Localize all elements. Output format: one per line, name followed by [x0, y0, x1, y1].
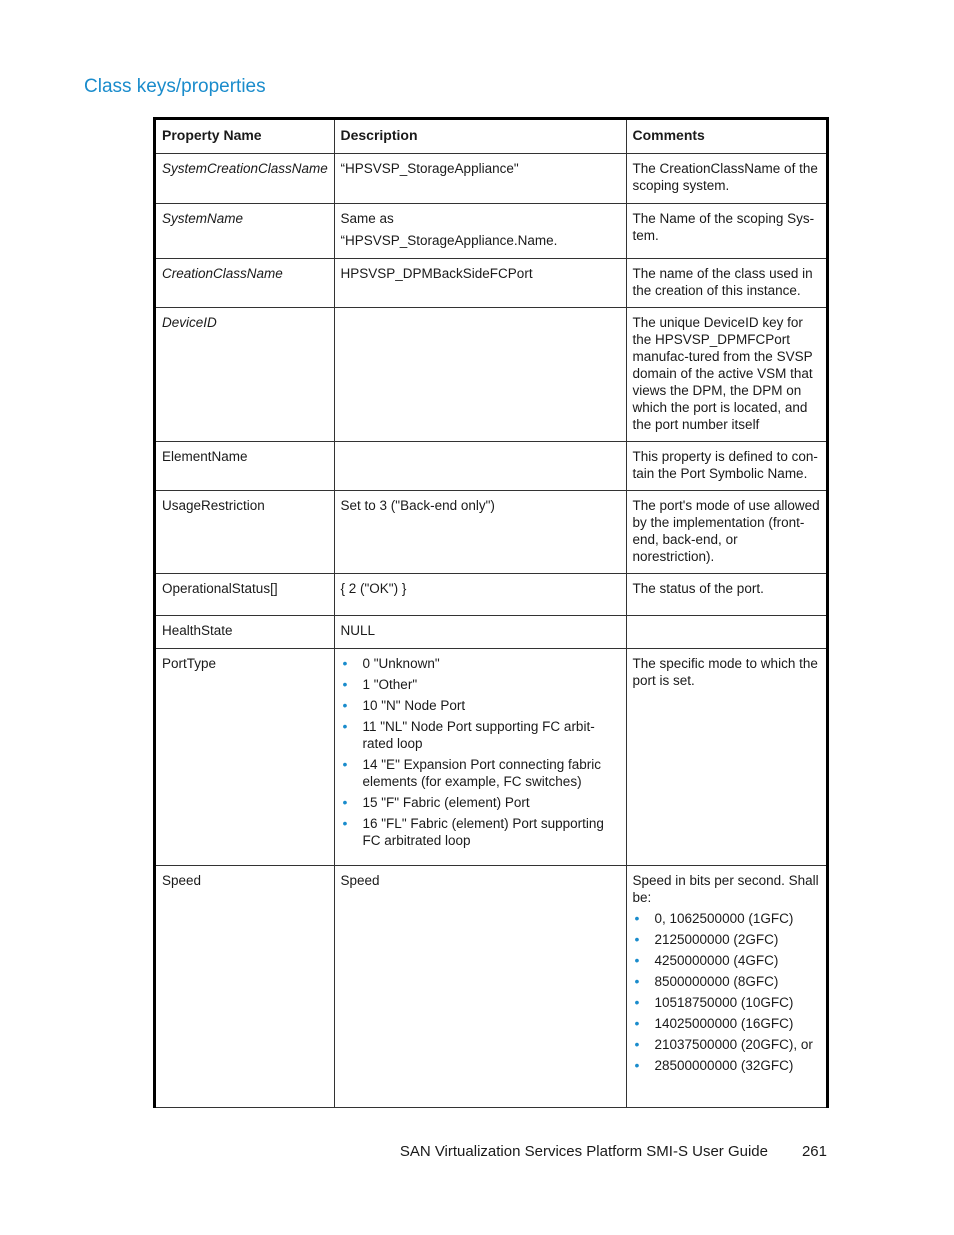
guide-title: SAN Virtualization Services Platform SMI-S User Guide: [399, 1143, 768, 1160]
property-description: “HPSVSP_StorageAppliance": [334, 154, 626, 204]
property-comment: The name of the class used in the creation of this instance.: [626, 259, 826, 308]
header-property-name: Property Name: [156, 120, 334, 154]
property-comment: The Name of the scoping Sys-tem.: [626, 204, 826, 259]
header-description: Description: [334, 120, 626, 154]
property-comment: [626, 616, 826, 649]
property-name: Speed: [156, 866, 334, 1108]
property-comment: The unique DeviceID key for the HPSVSP_DPMFCPort manufac-tured from the SVSP domain of the active VSM that views the DPM, the DPM on which the port is located, and the port number itself: [626, 308, 826, 442]
list-item: • 11 "NL" Node Port supporting FC arbit-rated loop: [341, 718, 620, 752]
property-comment: The status of the port.: [626, 574, 826, 616]
property-description: [334, 204, 626, 259]
comment-intro: Speed in bits per second. Shall be:: [632, 873, 819, 905]
table-row: [156, 491, 826, 574]
table-row: [156, 154, 826, 204]
section-heading: Class keys/properties: [84, 76, 266, 97]
description-line: Same as: [340, 211, 394, 226]
table-row: [156, 442, 826, 491]
list-item: • 0, 1062500000 (1GFC): [633, 910, 821, 927]
list-item: • 4250000000 (4GFC): [633, 952, 821, 969]
list-item: • 15 "F" Fabric (element) Port: [341, 794, 620, 811]
table-row: [156, 308, 826, 442]
property-description: HPSVSP_DPMBackSideFCPort: [334, 259, 626, 308]
list-item: • 0 "Unknown": [341, 655, 620, 672]
class-properties-table-frame: [153, 117, 829, 1108]
property-description: [334, 308, 626, 442]
property-name: PortType: [156, 649, 334, 866]
property-name: ElementName: [156, 442, 334, 491]
class-properties-table: [156, 120, 826, 1108]
page-number: 261: [801, 1143, 827, 1160]
list-item: • 10 "N" Node Port: [341, 697, 620, 714]
table-row: [156, 204, 826, 259]
page-footer: [0, 1143, 954, 1165]
port-type-list: [341, 655, 620, 849]
property-comment: The specific mode to which the port is set.: [626, 649, 826, 866]
property-description: [334, 442, 626, 491]
list-item: • 14 "E" Expansion Port connecting fabric elements (for example, FC switches): [341, 756, 620, 790]
speed-list: [633, 910, 821, 1074]
property-comment: The port's mode of use allowed by the implementation (front-end, back-end, or norestriction).: [626, 491, 826, 574]
property-description: NULL: [334, 616, 626, 649]
property-name: UsageRestriction: [156, 491, 334, 574]
property-comment: The CreationClassName of the scoping system.: [626, 154, 826, 204]
list-item: • 16 "FL" Fabric (element) Port supporting FC arbitrated loop: [341, 815, 620, 849]
list-item: • 8500000000 (8GFC): [633, 973, 821, 990]
table-row: [156, 259, 826, 308]
list-item: • 14025000000 (16GFC): [633, 1015, 821, 1032]
property-description: Set to 3 ("Back-end only"): [334, 491, 626, 574]
table-row: [156, 574, 826, 616]
property-name: DeviceID: [156, 308, 334, 442]
list-item: • 28500000000 (32GFC): [633, 1057, 821, 1074]
description-line: “HPSVSP_StorageAppliance.Name.: [340, 233, 558, 248]
table-header-row: [156, 120, 826, 154]
list-item: • 1 "Other": [341, 676, 620, 693]
property-name: OperationalStatus[]: [156, 574, 334, 616]
property-comment: [626, 866, 826, 1108]
property-name: SystemCreationClassName: [156, 154, 334, 204]
property-name: HealthState: [156, 616, 334, 649]
table-row: [156, 866, 826, 1108]
property-comment: This property is defined to con-tain the Port Symbolic Name.: [626, 442, 826, 491]
property-description: Speed: [334, 866, 626, 1108]
property-name: CreationClassName: [156, 259, 334, 308]
property-description: [334, 649, 626, 866]
list-item: • 2125000000 (2GFC): [633, 931, 821, 948]
header-comments: Comments: [626, 120, 826, 154]
table-row: [156, 616, 826, 649]
property-description: { 2 ("OK") }: [334, 574, 626, 616]
list-item: • 10518750000 (10GFC): [633, 994, 821, 1011]
list-item: • 21037500000 (20GFC), or: [633, 1036, 821, 1053]
table-row: [156, 649, 826, 866]
property-name: SystemName: [156, 204, 334, 259]
